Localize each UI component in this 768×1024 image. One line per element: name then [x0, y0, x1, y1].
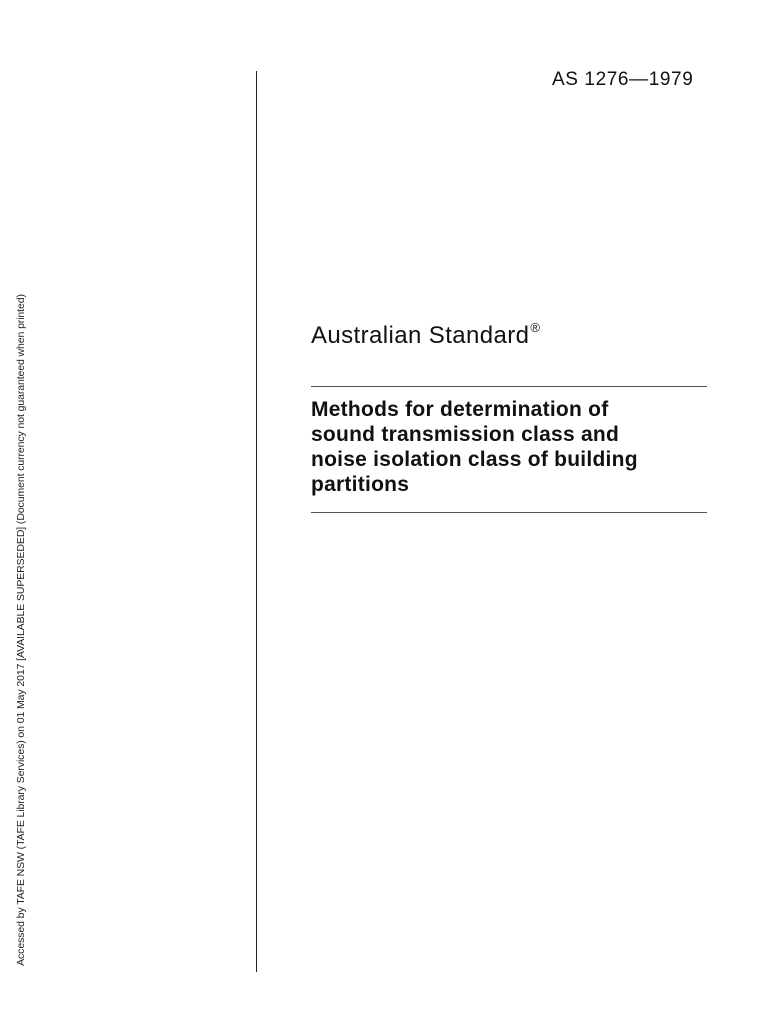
- access-watermark: Accessed by TAFE NSW (TAFE Library Services) on 01 May 2017 [AVAILABLE SUPERSEDED] (Document currency not guaranteed when printed): [15, 294, 27, 966]
- standard-number: AS 1276—1979: [552, 69, 694, 90]
- title-line: noise isolation class of building: [311, 448, 638, 471]
- title-line: sound transmission class and: [311, 423, 620, 446]
- document-title: [311, 397, 707, 497]
- title-line: partitions: [311, 473, 410, 496]
- standard-series-name: Australian Standard: [311, 322, 530, 349]
- registered-trademark-symbol: ®: [530, 320, 541, 335]
- title-bottom-rule: [311, 512, 707, 513]
- title-line: Methods for determination of: [311, 398, 609, 421]
- vertical-divider: [256, 71, 257, 972]
- title-top-rule: [311, 386, 707, 387]
- standard-series-heading: [311, 322, 540, 350]
